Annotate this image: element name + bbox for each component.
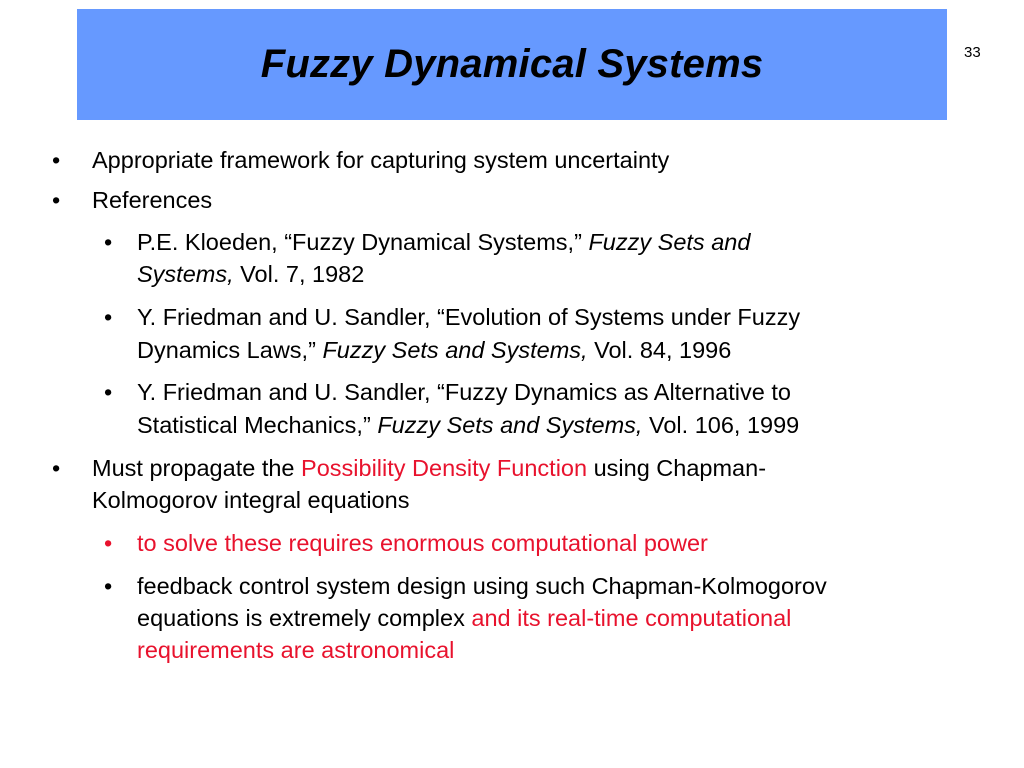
reference-text: P.E. Kloeden, “Fuzzy Dynamical Systems,” xyxy=(137,229,589,255)
bullet-text: Must propagate the xyxy=(92,455,302,481)
journal-name: Fuzzy Sets and Systems, xyxy=(377,412,643,438)
reference-kloeden xyxy=(137,227,750,258)
bullet-text: equations is extremely complex xyxy=(137,605,472,631)
bullet-framework: Appropriate framework for capturing system uncertainty xyxy=(92,147,670,173)
sub-bullet-marker: • xyxy=(104,304,113,330)
bullet-marker: • xyxy=(52,147,61,173)
sub-bullet-feedback-control-line2 xyxy=(137,603,791,634)
sub-bullet-marker: • xyxy=(104,379,113,405)
sub-bullet-feedback-control-line3: requirements are astronomical xyxy=(137,637,455,663)
reference-text: Vol. 7, 1982 xyxy=(233,261,365,287)
journal-name: Fuzzy Sets and xyxy=(588,229,751,255)
reference-text: Vol. 106, 1999 xyxy=(642,412,800,438)
bullet-text: using Chapman- xyxy=(587,455,767,481)
bullet-propagate-line2: Kolmogorov integral equations xyxy=(92,487,410,513)
journal-name: Fuzzy Sets and Systems, xyxy=(322,337,588,363)
bullet-propagate xyxy=(92,453,766,484)
bullet-references: References xyxy=(92,187,213,213)
sub-bullet-marker: • xyxy=(104,573,113,599)
bullet-marker: • xyxy=(52,187,61,213)
reference-friedman-evolution-line2 xyxy=(137,335,731,366)
sub-bullet-feedback-control: feedback control system design using such Chapman-Kolmogorov xyxy=(137,573,827,599)
reference-friedman-evolution: Y. Friedman and U. Sandler, “Evolution of Systems under Fuzzy xyxy=(137,304,801,330)
journal-name: Systems, xyxy=(137,261,234,287)
reference-friedman-dynamics-line2 xyxy=(137,410,799,441)
sub-bullet-marker: • xyxy=(104,229,113,255)
bullet-marker: • xyxy=(52,455,61,481)
reference-kloeden-line2 xyxy=(137,259,364,290)
highlighted-term: Possibility Density Function xyxy=(301,455,588,481)
slide-title: Fuzzy Dynamical Systems xyxy=(260,42,764,86)
page-number: 33 xyxy=(964,44,981,61)
reference-text: Vol. 84, 1996 xyxy=(587,337,732,363)
reference-friedman-dynamics: Y. Friedman and U. Sandler, “Fuzzy Dynamics as Alternative to xyxy=(137,379,791,405)
reference-text: Statistical Mechanics,” xyxy=(137,412,378,438)
highlighted-text: and its real-time computational xyxy=(471,605,792,631)
sub-bullet-marker: • xyxy=(104,530,113,556)
reference-text: Dynamics Laws,” xyxy=(137,337,323,363)
sub-bullet-computational-power: to solve these requires enormous computational power xyxy=(137,530,708,556)
